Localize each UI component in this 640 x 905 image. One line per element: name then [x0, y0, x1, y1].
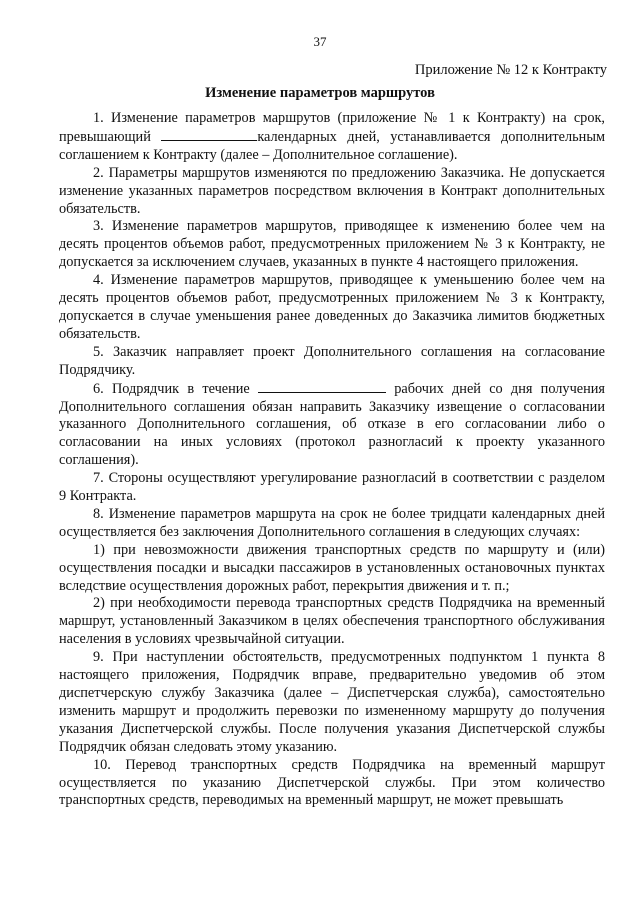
blank-field-days [161, 128, 257, 141]
paragraph-8: 8. Изменение параметров маршрута на срок не более тридцати календарных дней осуществляется без заключения Дополнительного соглашения в следующих случаях: [59, 505, 605, 540]
paragraph-4: 4. Изменение параметров маршрутов, приводящее к уменьшению более чем на десять процентов объемов работ, предусмотренных приложением № 3 к Контракту, допускается в случае уменьшения ранее доведенных до Заказчика лимитов бюджетных обязательств. [59, 272, 605, 342]
document-title: Изменение параметров маршрутов [205, 85, 435, 101]
paragraph-6 [59, 380, 605, 471]
paragraph-8-subitem-1: 1) при невозможности движения транспортных средств по маршруту и (или) осуществления посадки и высадки пассажиров в установленных остановочных пунктах вследствие осуществления дорожных работ, перекрытия движения и т. п.; [59, 541, 605, 594]
paragraph-5: 5. Заказчик направляет проект Дополнительного соглашения на согласование Подрядчику. [59, 343, 605, 378]
paragraph-6-text-b: рабочих дней со дня получения Дополнительного соглашения обязан направить Заказчику извещение о согласовании указанного Дополнительного соглашения, об отказе в его согласовании либо о согласовании на иных условиях (протокол разногласий к проекту указанного соглашения). [59, 380, 605, 469]
paragraph-9: 9. При наступлении обстоятельств, предусмотренных подпунктом 1 пункта 8 настоящего приложения, Подрядчик вправе, предварительно уведомив об этом диспетчерскую службу Заказчика (далее – Диспетчерская служба), самостоятельно изменить маршрут и продолжить перевозки по измененному маршруту до получения указания Диспетчерской службы. После получения указания Диспетчерской службы Подрядчик обязан следовать этому указанию. [59, 649, 605, 755]
document-body [59, 110, 605, 810]
appendix-reference: Приложение № 12 к Контракту [414, 62, 607, 78]
paragraph-1-text-b: календарных дней, устанавливается дополнительным соглашением к Контракту (далее – Дополнительное соглашение). [59, 128, 605, 163]
paragraph-10: 10. Перевод транспортных средств Подрядчика на временный маршрут осуществляется по указанию Диспетчерской службы. При этом количество транспортных средств, переводимых на временный маршрут, не может превышать [59, 756, 605, 809]
paragraph-3: 3. Изменение параметров маршрутов, приводящее к изменению более чем на десять процентов объемов работ, предусмотренных приложением № 3 к Контракту, не допускается за исключением случаев, указанных в пункте 4 настоящего приложения. [59, 218, 605, 271]
paragraph-1-text-a: 1. Изменение параметров маршрутов (приложение № 1 к Контракту) на срок, превышающий [59, 110, 605, 145]
paragraph-8-subitem-2: 2) при необходимости перевода транспортных средств Подрядчика на временный маршрут, установленный Заказчиком в целях обеспечения транспортного обслуживания населения в условиях чрезвычайной ситуации. [59, 595, 605, 648]
paragraph-7: 7. Стороны осуществляют урегулирование разногласий в соответствии с разделом 9 Контракта. [59, 470, 605, 505]
paragraph-6-text-a: 6. Подрядчик в течение [93, 380, 258, 397]
page-number: 37 [313, 34, 327, 49]
blank-field-working-days [258, 380, 386, 393]
paragraph-2: 2. Параметры маршрутов изменяются по предложению Заказчика. Не допускается изменение указанных параметров посредством включения в Контракт дополнительных обязательств. [59, 164, 605, 217]
paragraph-1 [59, 110, 605, 165]
